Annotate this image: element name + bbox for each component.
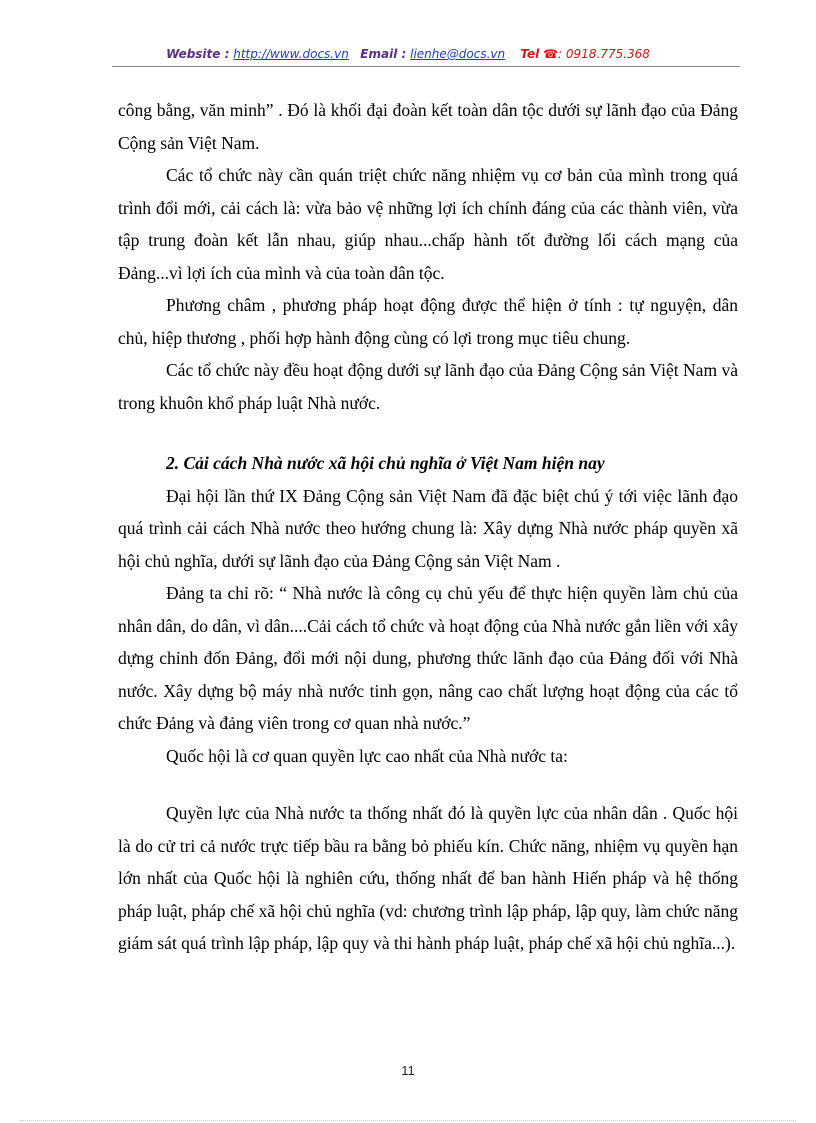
website-link[interactable]: http://www.docs.vn bbox=[233, 47, 349, 61]
page-bottom-edge bbox=[20, 1120, 796, 1121]
paragraph-4: Các tổ chức này đều hoạt động dưới sự lãnh đạo của Đảng Cộng sản Việt Nam và trong khuôn khổ pháp luật Nhà nước. bbox=[118, 360, 738, 413]
telephone-icon: ☎ bbox=[543, 47, 559, 61]
section-heading: 2. Cải cách Nhà nước xã hội chủ nghĩa ở Việt Nam hiện nay bbox=[166, 453, 605, 473]
paragraph-7: Quốc hội là cơ quan quyền lực cao nhất của Nhà nước ta: bbox=[166, 745, 568, 766]
paragraph-8: Quyền lực của Nhà nước ta thống nhất đó là quyền lực của nhân dân . Quốc hội là do cử tri cả nước trực tiếp bầu ra bằng bỏ phiếu kín. Chức năng, nhiệm vụ quyền hạn lớn nhất của Quốc hội là nghiên cứu, thống nhất để ban hành Hiến pháp và hệ thống pháp luật, pháp chế xã hội chủ nghĩa (vd: chương trình lập pháp, lập quy, làm chức năng giám sát quá trình lập pháp, lập quy và thi hành pháp luật, pháp chế xã hội chủ nghĩa...). bbox=[118, 803, 738, 953]
email-link[interactable]: lienhe@docs.vn bbox=[410, 47, 506, 61]
page-header bbox=[0, 47, 816, 61]
header-divider bbox=[112, 66, 740, 67]
email-label: Email : bbox=[360, 47, 407, 61]
tel-label: Tel bbox=[520, 47, 540, 61]
page-number: 11 bbox=[401, 1063, 415, 1078]
paragraph-6: Đảng ta chỉ rõ: “ Nhà nước là công cụ chủ yếu để thực hiện quyền làm chủ của nhân dân, do dân, vì dân....Cải cách tổ chức và hoạt động của Nhà nước gắn liền với xây dựng chỉnh đốn Đảng, đổi mới nội dung, phương thức lãnh đạo của Đảng đối với Nhà nước. Xây dựng bộ máy nhà nước tinh gọn, nâng cao chất lượng hoạt động của các tổ chức Đảng và đảng viên trong cơ quan nhà nước.” bbox=[118, 583, 738, 733]
paragraph-2: Các tổ chức này cần quán triệt chức năng nhiệm vụ cơ bản của mình trong quá trình đổi mới, cải cách là: vừa bảo vệ những lợi ích chính đáng của các thành viên, vừa tập trung đoàn kết lẫn nhau, giúp nhau...chấp hành tốt đường lối cách mạng của Đảng...vì lợi ích của mình và của toàn dân tộc. bbox=[118, 165, 738, 283]
website-label: Website : bbox=[166, 47, 230, 61]
paragraph-1: công bằng, văn minh” . Đó là khối đại đoàn kết toàn dân tộc dưới sự lãnh đạo của Đảng Cộng sản Việt Nam. bbox=[118, 100, 738, 153]
tel-number: : 0918.775.368 bbox=[558, 47, 650, 61]
paragraph-5: Đại hội lần thứ IX Đảng Cộng sản Việt Nam đã đặc biệt chú ý tới việc lãnh đạo quá trình cải cách Nhà nước theo hướng chung là: Xây dựng Nhà nước pháp quyền xã hội chủ nghĩa, dưới sự lãnh đạo của Đảng Cộng sản Việt Nam . bbox=[118, 485, 738, 571]
paragraph-3: Phương châm , phương pháp hoạt động được thể hiện ở tính : tự nguyện, dân chủ, hiệp thương , phối hợp hành động cùng có lợi trong mục tiêu chung. bbox=[118, 295, 738, 348]
document-body bbox=[118, 94, 738, 960]
